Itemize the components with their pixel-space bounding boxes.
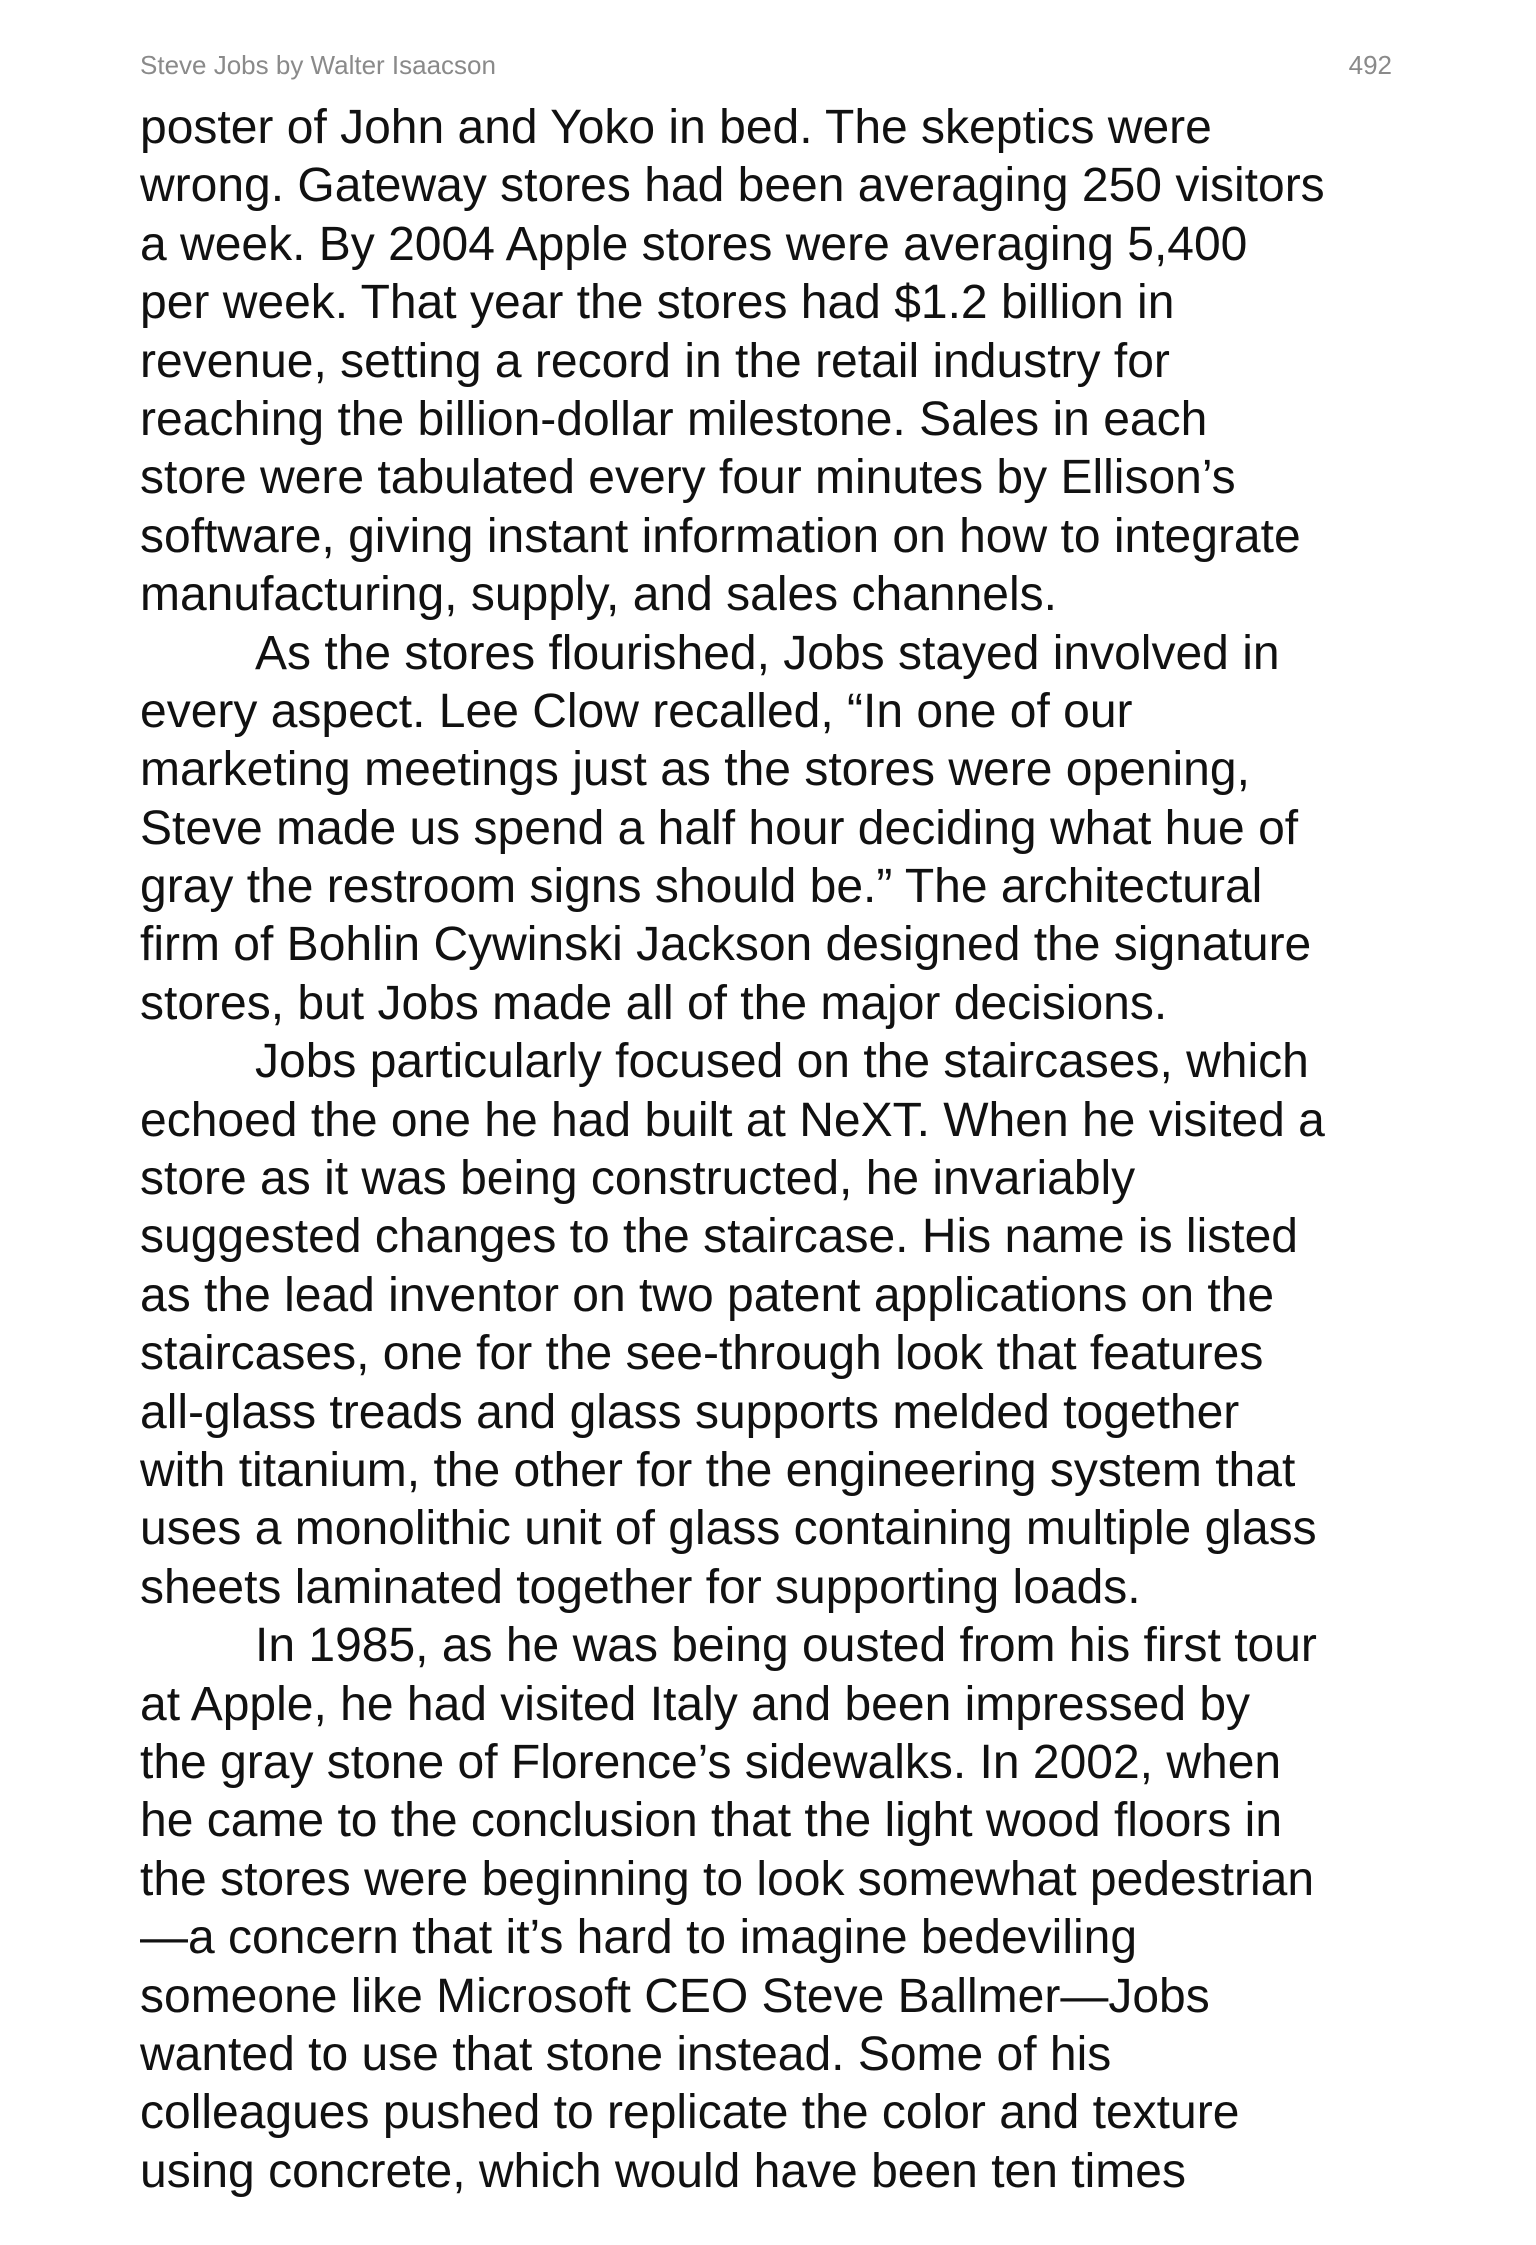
text-line: uses a monolithic unit of glass containing multiple glass bbox=[140, 1502, 1317, 1556]
text-line: someone like Microsoft CEO Steve Ballmer—Jobs bbox=[140, 1969, 1210, 2023]
text-line: all-glass treads and glass supports melded together bbox=[140, 1385, 1240, 1439]
text-line: gray the restroom signs should be.” The architectural bbox=[140, 860, 1263, 914]
paragraph-first-line: In 1985, as he was being ousted from his first tour bbox=[255, 1619, 1317, 1673]
text-line: wrong. Gateway stores had been averaging 250 visitors bbox=[140, 159, 1325, 213]
text-line: per week. That year the stores had $1.2 billion in bbox=[140, 276, 1175, 330]
text-line: poster of John and Yoko in bed. The skeptics were bbox=[140, 101, 1212, 154]
text-line: stores, but Jobs made all of the major decisions. bbox=[140, 976, 1168, 1030]
text-line: with titanium, the other for the engineering system that bbox=[140, 1443, 1296, 1497]
running-header bbox=[140, 50, 1392, 84]
text-line: the stores were beginning to look somewhat pedestrian bbox=[140, 1852, 1315, 1906]
text-line: a week. By 2004 Apple stores were averaging 5,400 bbox=[140, 217, 1248, 271]
text-line: store as it was being constructed, he invariably bbox=[140, 1152, 1136, 1206]
paragraph-first-line: As the stores flourished, Jobs stayed involved in bbox=[255, 626, 1280, 680]
text-line: wanted to use that stone instead. Some of his bbox=[140, 2027, 1112, 2081]
paragraph-first-line: Jobs particularly focused on the staircases, which bbox=[255, 1035, 1309, 1089]
text-line: reaching the billion-dollar milestone. Sales in each bbox=[140, 392, 1208, 446]
text-line: software, giving instant information on how to integrate bbox=[140, 509, 1301, 563]
text-line: at Apple, he had visited Italy and been impressed by bbox=[140, 1677, 1251, 1731]
text-line: he came to the conclusion that the light wood floors in bbox=[140, 1794, 1283, 1848]
text-line: the gray stone of Florence’s sidewalks. In 2002, when bbox=[140, 1735, 1282, 1789]
text-line: firm of Bohlin Cywinski Jackson designed the signature bbox=[140, 918, 1312, 972]
text-line: suggested changes to the staircase. His name is listed bbox=[140, 1210, 1298, 1264]
body-text bbox=[140, 99, 1400, 2201]
text-line: manufacturing, supply, and sales channels. bbox=[140, 568, 1057, 622]
text-line: echoed the one he had built at NeXT. When he visited a bbox=[140, 1093, 1325, 1147]
page-number: 492 bbox=[1348, 50, 1392, 80]
text-line: marketing meetings just as the stores were opening, bbox=[140, 743, 1250, 797]
text-line: revenue, setting a record in the retail industry for bbox=[140, 334, 1170, 388]
text-line: staircases, one for the see-through look that features bbox=[140, 1327, 1264, 1381]
book-title: Steve Jobs by Walter Isaacson bbox=[140, 50, 496, 80]
text-line: store were tabulated every four minutes by Ellison’s bbox=[140, 451, 1236, 505]
text-line: —a concern that it’s hard to imagine bedeviling bbox=[140, 1911, 1138, 1965]
text-line: Steve made us spend a half hour deciding what hue of bbox=[140, 801, 1299, 855]
text-line: every aspect. Lee Clow recalled, “In one of our bbox=[140, 684, 1133, 738]
text-line: using concrete, which would have been ten times bbox=[140, 2144, 1186, 2198]
text-line: colleagues pushed to replicate the color and texture bbox=[140, 2086, 1240, 2140]
text-line: sheets laminated together for supporting loads. bbox=[140, 1560, 1141, 1614]
text-line: as the lead inventor on two patent applications on the bbox=[140, 1268, 1275, 1322]
